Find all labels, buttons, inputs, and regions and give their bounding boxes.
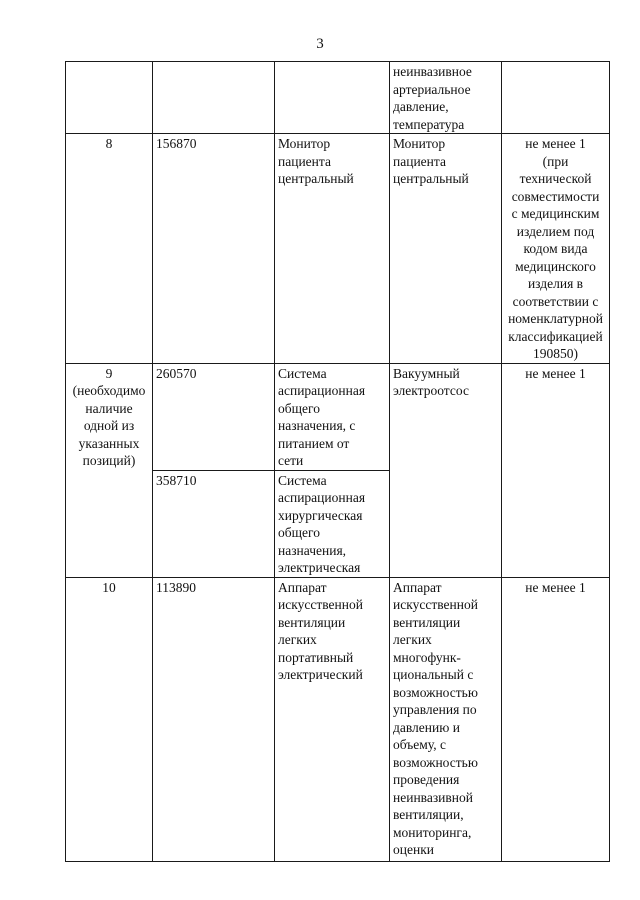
code-cell [153, 577, 275, 861]
analog-name: Монитор пациента центральный [393, 136, 469, 186]
device-name: Система аспирационная общего назначения, с питанием от сети [278, 365, 366, 468]
name-cell [275, 470, 390, 577]
row-number-cell [66, 134, 153, 364]
device-name: Монитор пациента центральный [278, 136, 354, 186]
code-cell [153, 363, 275, 470]
table-row [66, 62, 610, 134]
equipment-table [65, 61, 610, 862]
requirement-cell [502, 62, 610, 134]
name-cell [275, 577, 390, 861]
requirement-cell [502, 577, 610, 861]
table-row [66, 363, 610, 470]
row-number: 9 (необходимо наличие одной из указанных позиций) [72, 365, 146, 468]
requirement: не менее 1 [525, 579, 586, 595]
device-name: Система аспирационная хирургическая общего назначения, электрическая [278, 472, 366, 575]
code: 358710 [156, 472, 197, 488]
table-row [66, 134, 610, 364]
analog-cell [390, 134, 502, 364]
row-number-cell [66, 577, 153, 861]
name-cell [275, 62, 390, 134]
code: 156870 [156, 136, 197, 151]
row-number-cell [66, 62, 153, 134]
code-cell [153, 470, 275, 577]
row-number-cell [66, 363, 153, 577]
requirement-cell [502, 134, 610, 364]
analog-name: Аппарат искусственной вентиляции легких многофунк- циональный с возможностью управления по давлению и объему, с возможностью проведения неинвазивной вентиляции, мониторинга, оценки [393, 579, 478, 857]
analog-cell [390, 577, 502, 861]
code-cell [153, 134, 275, 364]
analog-name: Вакуумный электроотсос [393, 365, 469, 398]
requirement: не менее 1 (при технической совместимости с медицинским изделием под кодом вида медицинского изделия в соответствии с номенклатурной классификацией 190850) [508, 136, 603, 361]
requirement: не менее 1 [525, 365, 586, 381]
analog-cell [390, 62, 502, 134]
analog-cell [390, 363, 502, 577]
name-cell [275, 134, 390, 364]
page-number: 3 [316, 36, 324, 52]
device-name: Аппарат искусственной вентиляции легких портативный электрический [278, 579, 363, 682]
name-cell [275, 363, 390, 470]
analog-name: неинвазивное артериальное давление, температура [393, 64, 472, 132]
requirement-cell [502, 363, 610, 577]
code: 113890 [156, 579, 196, 595]
row-number: 10 [102, 579, 116, 595]
code-cell [153, 62, 275, 134]
code: 260570 [156, 365, 197, 381]
table-row [66, 577, 610, 861]
row-number: 8 [105, 136, 113, 151]
